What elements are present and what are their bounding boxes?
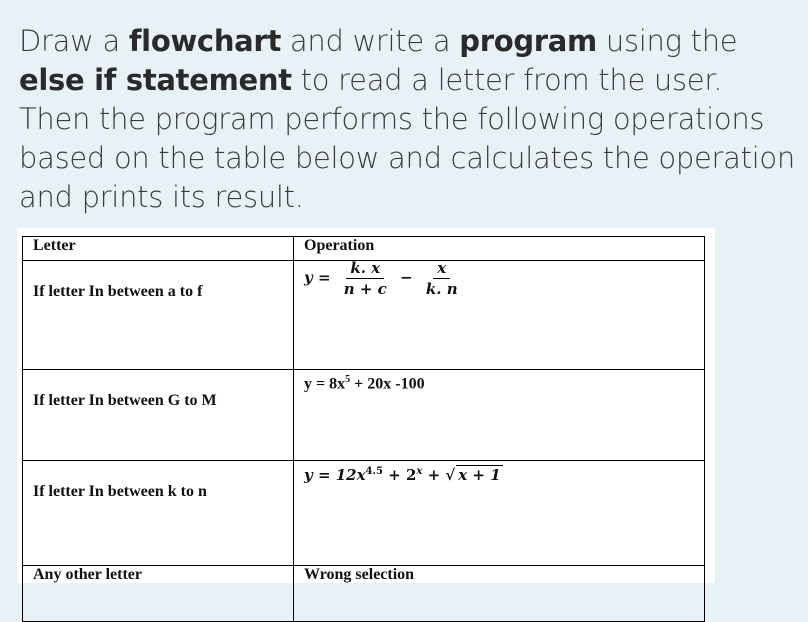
header-letter: Letter — [23, 237, 294, 261]
fraction-1-numerator: k. x — [346, 259, 384, 279]
formula-exponent: x — [416, 466, 423, 477]
fraction-2 — [422, 259, 462, 298]
table-row — [23, 261, 705, 370]
formula-minus: − — [400, 268, 413, 287]
formula-y: y = — [304, 268, 331, 287]
question-prompt — [19, 22, 799, 217]
sqrt-radicand: x + 1 — [458, 466, 501, 484]
sqrt-sign-icon: √ — [445, 466, 456, 484]
table-row — [23, 461, 705, 566]
table-row — [23, 566, 705, 622]
prompt-text-4: to read a letter from the user. Then the program performs the following operations based on the table below and calculates the operation and prints its result. — [19, 63, 795, 214]
condition-cell: If letter In between k to n — [23, 461, 294, 566]
operation-cell — [294, 461, 705, 566]
operation-cell: Wrong selection — [294, 566, 705, 622]
header-operation: Operation — [294, 237, 705, 261]
operations-table-card — [17, 228, 715, 583]
fraction-2-denominator: k. n — [425, 280, 458, 298]
formula-part: + — [422, 466, 446, 484]
formula-fraction — [304, 259, 466, 298]
formula-polynomial — [304, 374, 425, 393]
operations-table — [22, 236, 705, 622]
prompt-text-3: using the — [596, 24, 738, 58]
table-row — [23, 370, 705, 461]
formula-exponent: 5 — [345, 374, 351, 385]
prompt-text-1: Draw a — [19, 24, 129, 58]
prompt-bold-program: program — [459, 24, 597, 58]
fraction-1 — [340, 259, 391, 298]
formula-part: y = 12x — [304, 466, 366, 484]
formula-part: y = 8x — [304, 375, 346, 393]
condition-cell: If letter In between G to M — [23, 370, 294, 461]
prompt-text-2: and write a — [281, 24, 460, 58]
operation-cell — [294, 370, 705, 461]
prompt-bold-flowchart: flowchart — [128, 24, 282, 58]
table-header-row — [23, 237, 705, 261]
condition-cell: Any other letter — [23, 566, 294, 622]
fraction-1-denominator: n + c — [343, 280, 387, 298]
formula-exponent: 4.5 — [365, 466, 383, 477]
formula-part: + 2 — [382, 466, 417, 484]
condition-cell: If letter In between a to f — [23, 261, 294, 370]
formula-part: + 20x -100 — [350, 375, 425, 393]
prompt-bold-else-if: else if statement — [19, 63, 292, 97]
formula-power-sqrt — [304, 465, 503, 484]
fraction-2-numerator: x — [433, 259, 450, 279]
operation-cell — [294, 261, 705, 370]
